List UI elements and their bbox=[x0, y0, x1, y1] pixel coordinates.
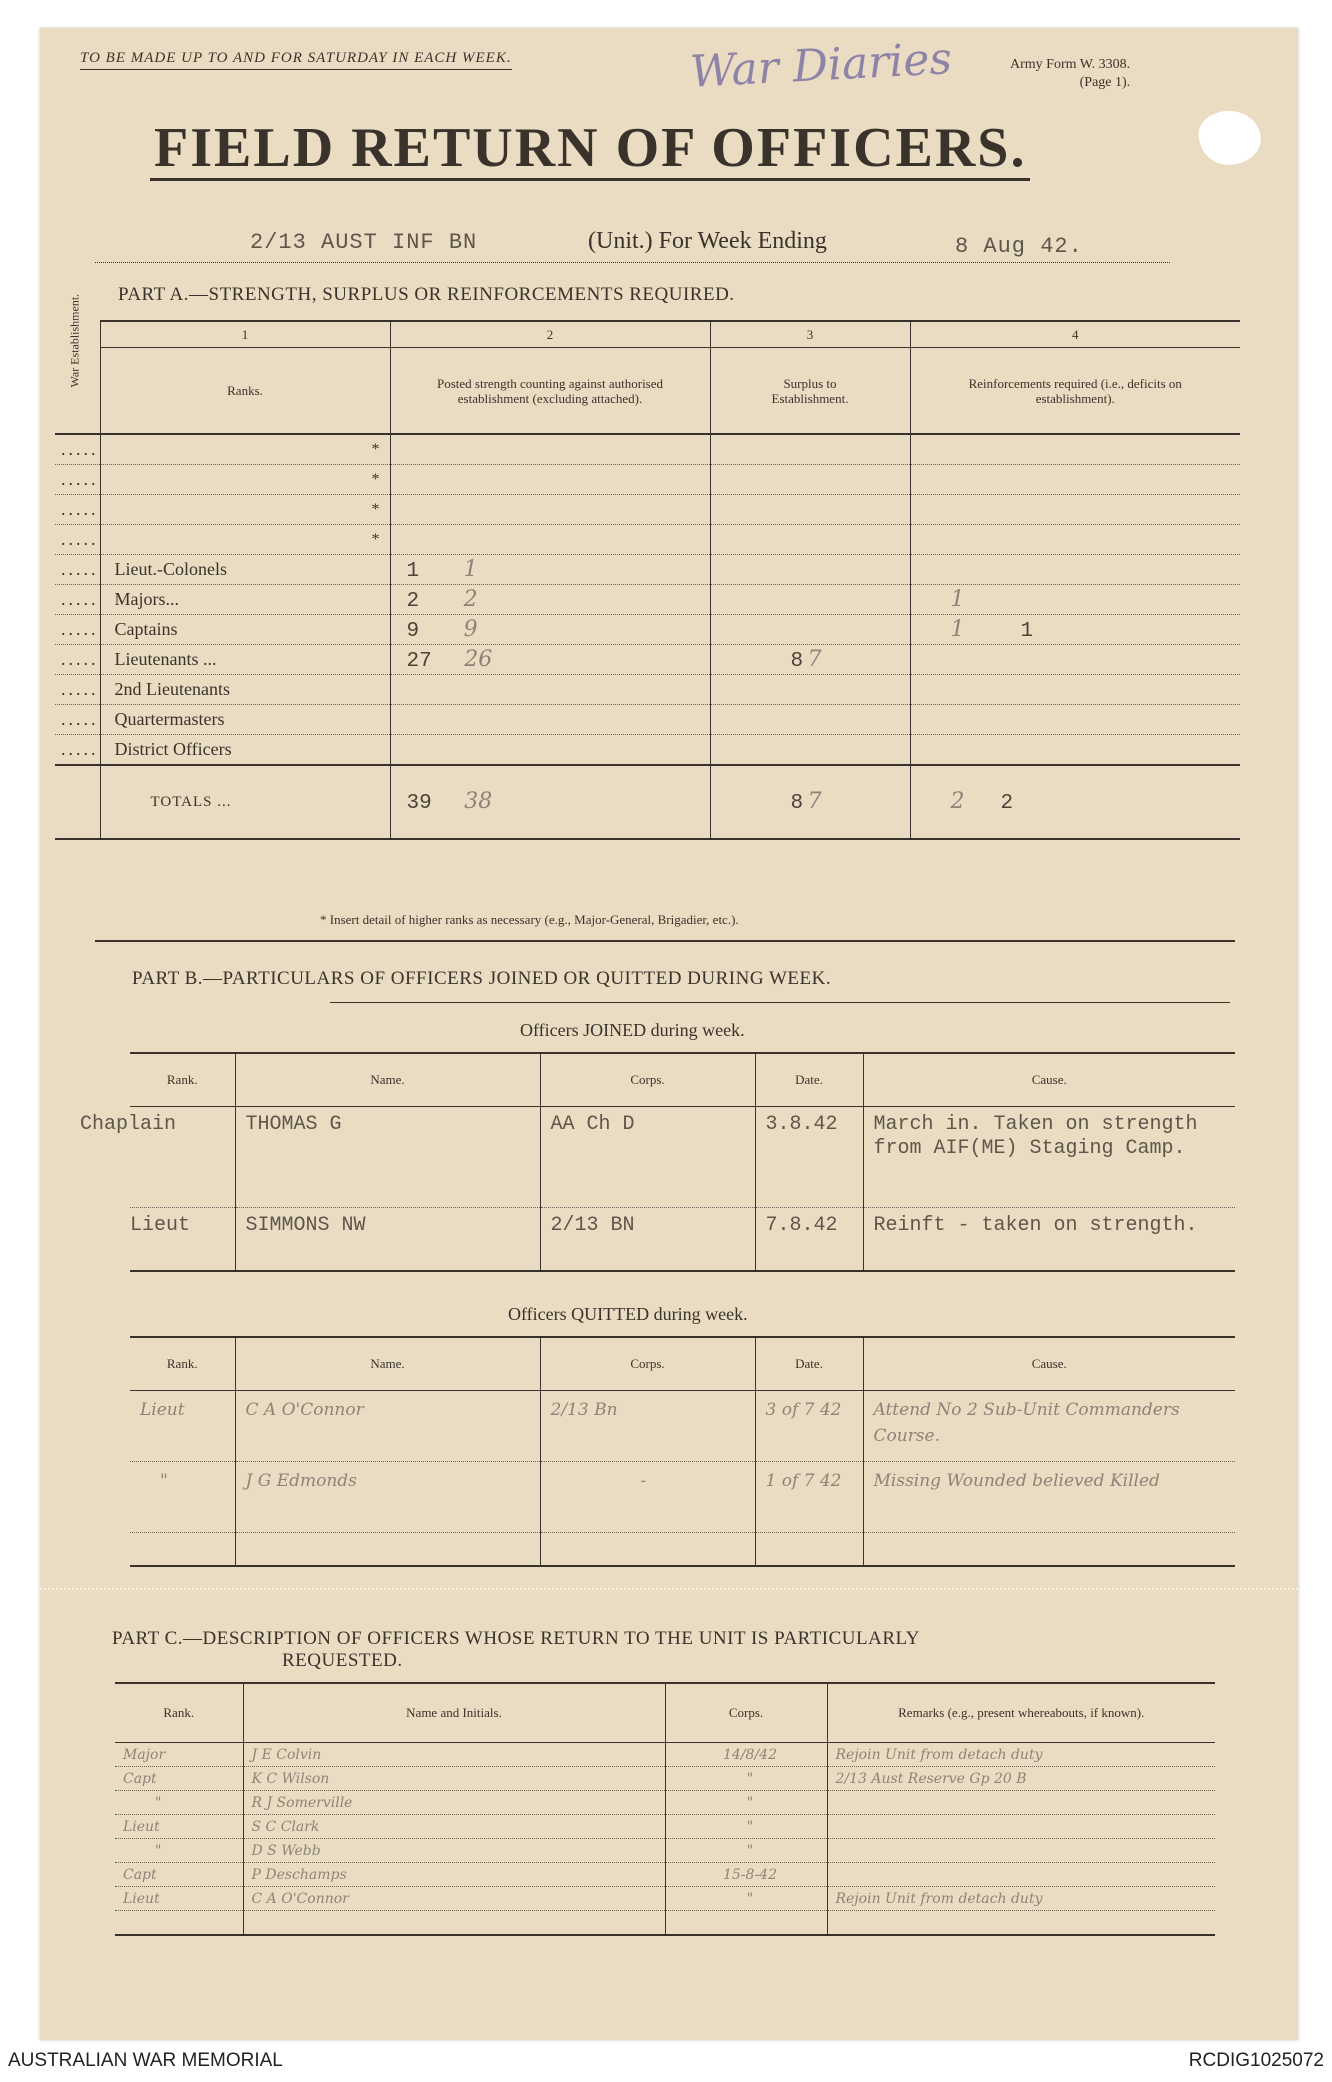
part-c-heading-line1: PART C.—DESCRIPTION OF OFFICERS WHOSE RETURN TO THE UNIT IS PARTICULARLY bbox=[112, 1628, 920, 1649]
part-c-row bbox=[115, 1839, 1215, 1863]
c-corps: " bbox=[665, 1767, 827, 1791]
rank-label: Captains bbox=[100, 615, 390, 645]
header-posted-strength: Posted strength counting against authorised establishment (excluding attached). bbox=[390, 348, 710, 435]
army-form-line2: (Page 1). bbox=[1079, 75, 1131, 90]
c-remarks: Rejoin Unit from detach duty bbox=[827, 1887, 1215, 1911]
posted-value: 9 bbox=[406, 619, 420, 643]
col-corps: Corps. bbox=[540, 1337, 755, 1391]
c-name: P Deschamps bbox=[243, 1863, 665, 1887]
col-corps: Corps. bbox=[540, 1053, 755, 1107]
c-rank: Capt bbox=[115, 1767, 243, 1791]
posted-value: 2 bbox=[406, 589, 420, 613]
joined-table bbox=[80, 1052, 1235, 1272]
c-name: S C Clark bbox=[243, 1815, 665, 1839]
header-surplus: Surplus to Establishment. bbox=[710, 348, 910, 435]
totals-posted-hw: 38 bbox=[464, 789, 493, 814]
rank-row-district-officers: ..... District Officers bbox=[55, 735, 1240, 766]
quitted-row bbox=[130, 1462, 1235, 1533]
part-a-column-headers bbox=[55, 348, 1240, 435]
part-c-row bbox=[115, 1791, 1215, 1815]
header-reinforcements: Reinforcements required (i.e., deficits on establishment). bbox=[910, 348, 1240, 435]
unit-label: (Unit.) For Week Ending bbox=[588, 228, 827, 254]
army-form-number bbox=[1010, 56, 1130, 92]
joined-title: Officers JOINED during week. bbox=[520, 1020, 745, 1040]
joined-rank: Lieut bbox=[130, 1214, 191, 1237]
joined-row bbox=[130, 1208, 1235, 1272]
unit-line bbox=[95, 228, 1170, 263]
heading-underline bbox=[330, 1002, 1230, 1003]
col-number-2: 2 bbox=[390, 321, 710, 348]
c-corps: " bbox=[665, 1887, 827, 1911]
rank-label: Lieut.-Colonels bbox=[100, 555, 390, 585]
c-rank: Capt bbox=[115, 1863, 243, 1887]
quitted-row bbox=[130, 1391, 1235, 1462]
c-name: K C Wilson bbox=[243, 1767, 665, 1791]
quitted-cause: Missing Wounded believed Killed bbox=[873, 1471, 1160, 1491]
blank-rank-row: ..... * bbox=[55, 465, 1240, 495]
part-c-row bbox=[115, 1887, 1215, 1911]
totals-reinf: 2 bbox=[1000, 792, 1014, 815]
quitted-date: 3 of 7 42 bbox=[765, 1400, 842, 1420]
part-b-heading: PART B.—PARTICULARS OF OFFICERS JOINED OR QUITTED DURING WEEK. bbox=[132, 968, 832, 989]
c-rank: " bbox=[115, 1791, 243, 1815]
part-c-row bbox=[115, 1767, 1215, 1791]
c-corps: " bbox=[665, 1815, 827, 1839]
joined-cause: March in. Taken on strength from AIF(ME) Staging Camp. bbox=[873, 1113, 1198, 1160]
quitted-name: J G Edmonds bbox=[245, 1471, 357, 1491]
col-cause: Cause. bbox=[863, 1337, 1235, 1391]
part-c-heading bbox=[112, 1628, 920, 1672]
quitted-cause: Attend No 2 Sub-Unit Commanders Course. bbox=[873, 1400, 1180, 1446]
war-establishment-header: War Establishment. bbox=[55, 321, 100, 434]
joined-date: 7.8.42 bbox=[765, 1214, 838, 1237]
part-c-heading-line2: REQUESTED. bbox=[282, 1650, 403, 1671]
fold-line bbox=[40, 1588, 1298, 1590]
part-a-footnote: * Insert detail of higher ranks as necessary (e.g., Major-General, Brigadier, etc.). bbox=[320, 912, 739, 927]
credit-left: AUSTRALIAN WAR MEMORIAL bbox=[8, 2050, 283, 2071]
posted-hw-value: 1 bbox=[463, 556, 478, 582]
quitted-header-row bbox=[130, 1337, 1235, 1391]
rank-row-captains: ..... Captains 9 9 1 1 bbox=[55, 615, 1240, 645]
col-name: Name. bbox=[235, 1337, 540, 1391]
top-instruction: TO BE MADE UP TO AND FOR SATURDAY IN EACH WEEK. bbox=[80, 50, 512, 70]
rank-label: Lieutenants ... bbox=[100, 645, 390, 675]
posted-hw-value: 9 bbox=[463, 616, 478, 642]
quitted-rank: Lieut bbox=[140, 1400, 185, 1420]
totals-reinf-hw: 2 bbox=[950, 789, 965, 814]
quitted-corps: 2/13 Bn bbox=[550, 1400, 618, 1420]
blank-rank-row: ..... * bbox=[55, 434, 1240, 465]
quitted-name: C A O'Connor bbox=[245, 1400, 364, 1420]
col-corps: Corps. bbox=[665, 1683, 827, 1743]
c-remarks bbox=[827, 1815, 1215, 1839]
joined-header-row bbox=[130, 1053, 1235, 1107]
posted-value: 27 bbox=[406, 649, 432, 673]
col-remarks: Remarks (e.g., present whereabouts, if known). bbox=[827, 1683, 1215, 1743]
c-corps: " bbox=[665, 1791, 827, 1815]
asterisk: * bbox=[371, 500, 380, 518]
totals-surplus: 8 bbox=[790, 792, 804, 815]
col-rank: Rank. bbox=[130, 1053, 235, 1107]
c-remarks: Rejoin Unit from detach duty bbox=[827, 1743, 1215, 1767]
part-c-row bbox=[115, 1815, 1215, 1839]
blank-rank-row: ..... * bbox=[55, 525, 1240, 555]
col-date: Date. bbox=[755, 1053, 863, 1107]
col-number-4: 4 bbox=[910, 321, 1240, 348]
c-corps: 15-8-42 bbox=[665, 1863, 827, 1887]
part-a-column-numbers bbox=[55, 321, 1240, 348]
c-rank: " bbox=[115, 1839, 243, 1863]
c-remarks bbox=[827, 1863, 1215, 1887]
col-number-3: 3 bbox=[710, 321, 910, 348]
c-rank: Lieut bbox=[115, 1815, 243, 1839]
rank-label: Majors... bbox=[100, 585, 390, 615]
part-c-row-blank bbox=[115, 1911, 1215, 1936]
c-rank: Lieut bbox=[115, 1887, 243, 1911]
paper-tear bbox=[1192, 101, 1267, 173]
c-name: R J Somerville bbox=[243, 1791, 665, 1815]
header-ranks: Ranks. bbox=[100, 348, 390, 435]
c-rank: Major bbox=[115, 1743, 243, 1767]
col-name-initials: Name and Initials. bbox=[243, 1683, 665, 1743]
quitted-title: Officers QUITTED during week. bbox=[508, 1304, 748, 1324]
credit-right: RCDIG1025072 bbox=[1188, 2050, 1324, 2071]
col-date: Date. bbox=[755, 1337, 863, 1391]
rank-row-lieutenants: ..... Lieutenants ... 27 26 8 7 bbox=[55, 645, 1240, 675]
c-corps: " bbox=[665, 1839, 827, 1863]
quitted-table bbox=[130, 1336, 1235, 1567]
col-number-1: 1 bbox=[100, 321, 390, 348]
part-c-row bbox=[115, 1863, 1215, 1887]
posted-value: 1 bbox=[406, 559, 420, 583]
rank-row-2nd-lieutenants: ..... 2nd Lieutenants bbox=[55, 675, 1240, 705]
posted-hw-value: 26 bbox=[464, 646, 493, 672]
rank-row-lieut-colonels: ..... Lieut.-Colonels 1 1 bbox=[55, 555, 1240, 585]
joined-rank: Chaplain bbox=[80, 1113, 177, 1136]
c-corps: 14/8/42 bbox=[665, 1743, 827, 1767]
part-c-table bbox=[115, 1682, 1215, 1936]
c-remarks: 2/13 Aust Reserve Gp 20 B bbox=[827, 1767, 1215, 1791]
handwritten-tag: War Diaries bbox=[688, 33, 954, 98]
asterisk: * bbox=[371, 440, 380, 458]
c-remarks bbox=[827, 1839, 1215, 1863]
surplus-hw-value: 7 bbox=[807, 646, 822, 672]
totals-surplus-hw: 7 bbox=[807, 789, 822, 814]
reinf-value: 1 bbox=[1020, 619, 1034, 643]
part-c-row bbox=[115, 1743, 1215, 1767]
reinf-hw-value: 1 bbox=[950, 587, 965, 612]
rank-label: District Officers bbox=[100, 735, 390, 766]
joined-corps: 2/13 BN bbox=[550, 1214, 635, 1237]
totals-posted: 39 bbox=[406, 792, 432, 815]
joined-name: SIMMONS NW bbox=[245, 1214, 366, 1237]
col-name: Name. bbox=[235, 1053, 540, 1107]
unit-value: 2/13 AUST INF BN bbox=[250, 230, 478, 255]
reinf-hw-value: 1 bbox=[950, 616, 965, 642]
col-cause: Cause. bbox=[863, 1053, 1235, 1107]
blank-rank-row: ..... * bbox=[55, 495, 1240, 525]
quitted-date: 1 of 7 42 bbox=[765, 1471, 842, 1491]
rank-row-quartermasters: ..... Quartermasters bbox=[55, 705, 1240, 735]
joined-date: 3.8.42 bbox=[765, 1113, 838, 1136]
joined-cause: Reinft - taken on strength. bbox=[873, 1214, 1198, 1237]
section-divider bbox=[95, 940, 1235, 942]
part-a-heading: PART A.—STRENGTH, SURPLUS OR REINFORCEMENTS REQUIRED. bbox=[118, 284, 735, 305]
asterisk: * bbox=[371, 530, 380, 548]
joined-corps: AA Ch D bbox=[550, 1113, 635, 1136]
col-rank: Rank. bbox=[130, 1337, 235, 1391]
rank-row-majors: ..... Majors... 2 2 1 bbox=[55, 585, 1240, 615]
quitted-corps: - bbox=[640, 1471, 647, 1491]
asterisk: * bbox=[371, 470, 380, 488]
surplus-value: 8 bbox=[790, 649, 804, 673]
totals-label: TOTALS ... bbox=[100, 765, 390, 839]
rank-label: 2nd Lieutenants bbox=[100, 675, 390, 705]
totals-row bbox=[55, 765, 1240, 839]
c-remarks bbox=[827, 1791, 1215, 1815]
army-form-line1: Army Form W. 3308. bbox=[1010, 57, 1131, 72]
rank-label: Quartermasters bbox=[100, 705, 390, 735]
quitted-rank: " bbox=[160, 1471, 168, 1491]
col-rank: Rank. bbox=[115, 1683, 243, 1743]
c-name: J E Colvin bbox=[243, 1743, 665, 1767]
part-c-header-row bbox=[115, 1683, 1215, 1743]
document-title: FIELD RETURN OF OFFICERS. bbox=[150, 118, 1030, 181]
posted-hw-value: 2 bbox=[463, 586, 478, 612]
joined-row bbox=[130, 1107, 1235, 1208]
c-name: D S Webb bbox=[243, 1839, 665, 1863]
week-ending-value: 8 Aug 42. bbox=[955, 234, 1083, 259]
joined-name: THOMAS G bbox=[245, 1113, 342, 1136]
c-name: C A O'Connor bbox=[243, 1887, 665, 1911]
quitted-row-blank bbox=[130, 1533, 1235, 1567]
